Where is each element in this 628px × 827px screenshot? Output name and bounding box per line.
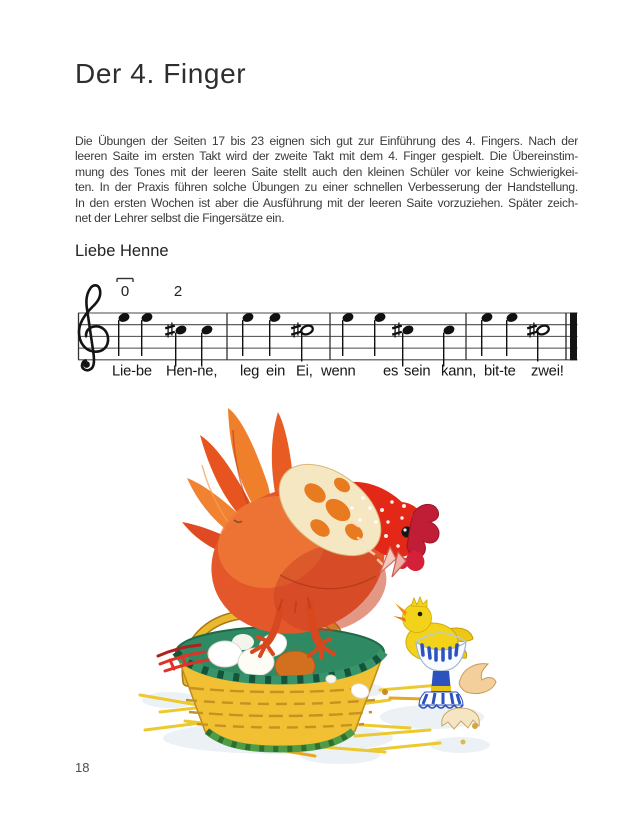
chick-eye <box>418 612 423 617</box>
lyric-syllable: leg <box>240 363 260 380</box>
lyric-syllable: bit-te <box>484 363 516 380</box>
sharp-sign <box>291 332 301 335</box>
page-number: 18 <box>75 760 90 775</box>
sharp-sign <box>392 332 402 335</box>
lyric-syllable: ein <box>266 363 286 380</box>
fingering-number: 0 <box>120 283 130 300</box>
final-barline-thick <box>570 313 577 361</box>
sharp-sign <box>165 332 175 335</box>
sharp-sign <box>527 326 537 329</box>
lyric-syllable: kann, <box>441 363 477 380</box>
lyric-syllable: Lie-be <box>112 363 152 380</box>
treble-clef-icon <box>79 285 108 351</box>
fingering-number: 2 <box>173 283 183 300</box>
lyric-syllable: wenn <box>321 363 356 380</box>
lyric-syllable: sein <box>404 363 431 380</box>
lyric-syllable: zwei! <box>531 363 564 380</box>
chick-head <box>403 604 432 633</box>
lyric-syllable: Hen-ne, <box>166 363 218 380</box>
lyric-syllable: Ei, <box>296 363 313 380</box>
paragraph-line: net der Lehrer selbst die Fingersätze ein. <box>75 211 285 226</box>
paragraph-line: ten. In der Praxis führen solche Übungen zu einer schnellen Verbesserung der Handstellung. <box>75 180 578 195</box>
paragraph-line: Die Übungen der Seiten 17 bis 23 eignen sich gut zur Einführung des 4. Fingers. Nach der <box>75 134 578 148</box>
sharp-sign <box>527 332 537 335</box>
sharp-sign <box>165 326 175 329</box>
staff-svg <box>0 270 628 386</box>
hen-illustration <box>130 390 520 780</box>
lyric-syllable: es <box>383 363 399 380</box>
paragraph <box>75 134 578 226</box>
sharp-sign <box>392 326 402 329</box>
treble-clef-icon <box>83 361 90 368</box>
paragraph-line: leeren Saite im ersten Takt wird der zweite Takt mit dem 4. Finger gespielt. Die Übereinstim- <box>75 149 578 164</box>
paragraph-line: mung des Tones mit der leeren Saite stellt auch den kleinen Schüler vor keine Schwierigkei- <box>75 164 578 179</box>
page-title: Der 4. Finger <box>75 58 247 89</box>
song-title: Liebe Henne <box>75 242 169 260</box>
sharp-sign <box>291 326 301 329</box>
paragraph-line: In den ersten Wochen ist aber die Ausführung mit der leeren Saite vorzuziehen. Später zeich- <box>75 195 578 210</box>
chick-beak <box>393 603 407 622</box>
